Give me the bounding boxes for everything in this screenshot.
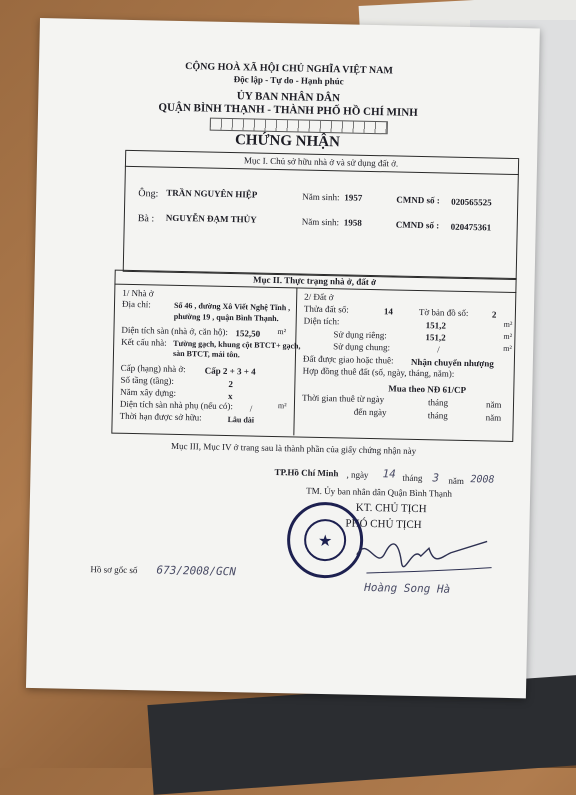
owner-2-name: NGUYỄN ĐẠM THỦY xyxy=(165,212,257,225)
owner-1-birth-label: Năm sinh: xyxy=(302,191,340,203)
aux-area-label: Diện tích sàn nhà phụ (nếu có): xyxy=(119,398,233,412)
national-motto: Độc lập - Tự do - Hạnh phúc xyxy=(233,74,344,87)
file-number-label: Hồ sơ gốc số xyxy=(90,564,138,576)
signature-mark xyxy=(346,525,497,588)
map-label: Tờ bản đồ số: xyxy=(418,307,469,319)
issue-month: 3 xyxy=(432,471,440,485)
floor-area-unit: m² xyxy=(277,327,287,337)
issue-day-label: , ngày xyxy=(346,469,369,480)
common-use-unit: m² xyxy=(503,343,512,353)
lease-from-year-label: năm xyxy=(485,399,502,410)
seal-inner-ring xyxy=(304,519,347,562)
land-area-value: 151,2 xyxy=(425,320,447,331)
structure-line-1: Tường gạch, khung cột BTCT+ gạch, xyxy=(173,338,301,351)
signer-name: Hoàng Song Hà xyxy=(364,580,451,596)
private-use-value: 151,2 xyxy=(425,332,446,343)
vice-chairman-label: PHÓ CHỦ TỊCH xyxy=(345,517,422,532)
owner-1-name: TRẦN NGUYÊN HIỆP xyxy=(166,187,258,200)
term-value: Lâu dài xyxy=(227,415,255,425)
owner-1-prefix: Ông: xyxy=(138,188,159,200)
address-label: Địa chỉ: xyxy=(121,298,151,310)
section-1-heading: Mục I. Chủ sở hữu nhà ở và sử dụng đất ở. xyxy=(243,155,399,169)
lease-to-year-label: năm xyxy=(485,412,502,423)
map-value: 2 xyxy=(491,309,497,320)
section-2-heading: Mục II. Thực trạng nhà ở, đất ở xyxy=(252,274,377,288)
origin-value: Nhận chuyển nhượng xyxy=(410,356,494,369)
origin-label: Đất được giao hoặc thuê: xyxy=(302,353,394,366)
aux-area-unit: m² xyxy=(277,401,287,411)
owner-2-prefix: Bà : xyxy=(137,213,155,225)
star-icon: ★ xyxy=(317,532,333,551)
owner-1-id-label: CMND số : xyxy=(396,194,440,206)
grade-value: Cấp 2 + 3 + 4 xyxy=(204,365,256,377)
committee-name: ỦY BAN NHÂN DÂN xyxy=(236,90,341,105)
issue-place: TP.Hồ Chí Minh xyxy=(274,467,339,479)
land-area-unit: m² xyxy=(503,319,513,329)
owner-2-id-label: CMND số : xyxy=(395,219,440,231)
contract-label: Hợp đồng thuê đất (số, ngày, tháng, năm): xyxy=(302,365,455,379)
lease-to-month-label: tháng xyxy=(427,410,448,421)
issue-month-label: tháng xyxy=(402,472,423,484)
common-use-value: / xyxy=(437,344,440,355)
floors-value: 2 xyxy=(228,379,233,390)
floors-label: Số tầng (tầng): xyxy=(120,374,175,386)
private-use-unit: m² xyxy=(503,331,513,341)
year-built-value: x xyxy=(228,391,233,402)
certificate-title: CHỨNG NHẬN xyxy=(234,132,341,151)
owner-1-birth-year: 1957 xyxy=(344,192,363,203)
owner-2-birth-label: Năm sinh: xyxy=(301,216,340,228)
land-area-label: Diện tích: xyxy=(303,315,340,327)
contract-value: Mua theo NĐ 61/CP xyxy=(388,383,467,396)
district-name: QUẬN BÌNH THẠNH - THÀNH PHỐ HỒ CHÍ MINH xyxy=(158,101,418,119)
floor-area-label: Diện tích sàn (nhà ở, căn hộ): xyxy=(121,324,229,338)
aux-area-value: / xyxy=(249,403,253,414)
plot-label: Thửa đất số: xyxy=(303,303,349,315)
issue-year-label: năm xyxy=(448,475,465,486)
owner-2-id-number: 020475361 xyxy=(450,221,492,233)
certificate-sheet xyxy=(26,18,540,698)
country-name: CỘNG HOÀ XÃ HỘI CHỦ NGHĨA VIỆT NAM xyxy=(185,61,393,77)
owner-1-id-number: 020565525 xyxy=(451,196,492,208)
private-use-label: Sử dụng riêng: xyxy=(333,329,387,341)
lease-to-label: đến ngày xyxy=(353,406,387,418)
lease-from-month-label: tháng xyxy=(427,397,449,408)
land-heading: 2/ Đất ở xyxy=(304,291,334,303)
address-line-1: Số 46 , đường Xô Viết Nghệ Tĩnh , xyxy=(173,300,291,313)
grade-label: Cấp (hạng) nhà ở: xyxy=(120,362,186,375)
structure-line-2: sàn BTCT, mái tôn. xyxy=(172,348,240,360)
term-label: Thời hạn được sở hữu: xyxy=(119,410,202,423)
plot-value: 14 xyxy=(383,306,394,317)
structure-label: Kết cấu nhà: xyxy=(121,336,167,348)
house-heading: 1/ Nhà ở xyxy=(122,287,154,299)
on-behalf-label: TM. Ủy ban nhân dân Quận Bình Thạnh xyxy=(306,485,453,499)
owner-2-birth-year: 1958 xyxy=(343,217,362,228)
floor-area-value: 152,50 xyxy=(235,328,261,339)
lease-from-label: Thời gian thuê từ ngày xyxy=(302,392,385,405)
issue-year: 2008 xyxy=(470,474,495,486)
file-number-value: 673/2008/GCN xyxy=(156,563,237,579)
issue-day: 14 xyxy=(382,467,396,481)
section-note: Mục III, Mục IV ở trang sau là thành phần của giấy chứng nhận này xyxy=(170,440,417,456)
address-line-2: phường 19 , quận Bình Thạnh. xyxy=(173,311,279,324)
year-built-label: Năm xây dựng: xyxy=(120,386,177,398)
common-use-label: Sử dụng chung: xyxy=(333,341,391,353)
kt-chairman-label: KT. CHỦ TỊCH xyxy=(355,501,427,516)
